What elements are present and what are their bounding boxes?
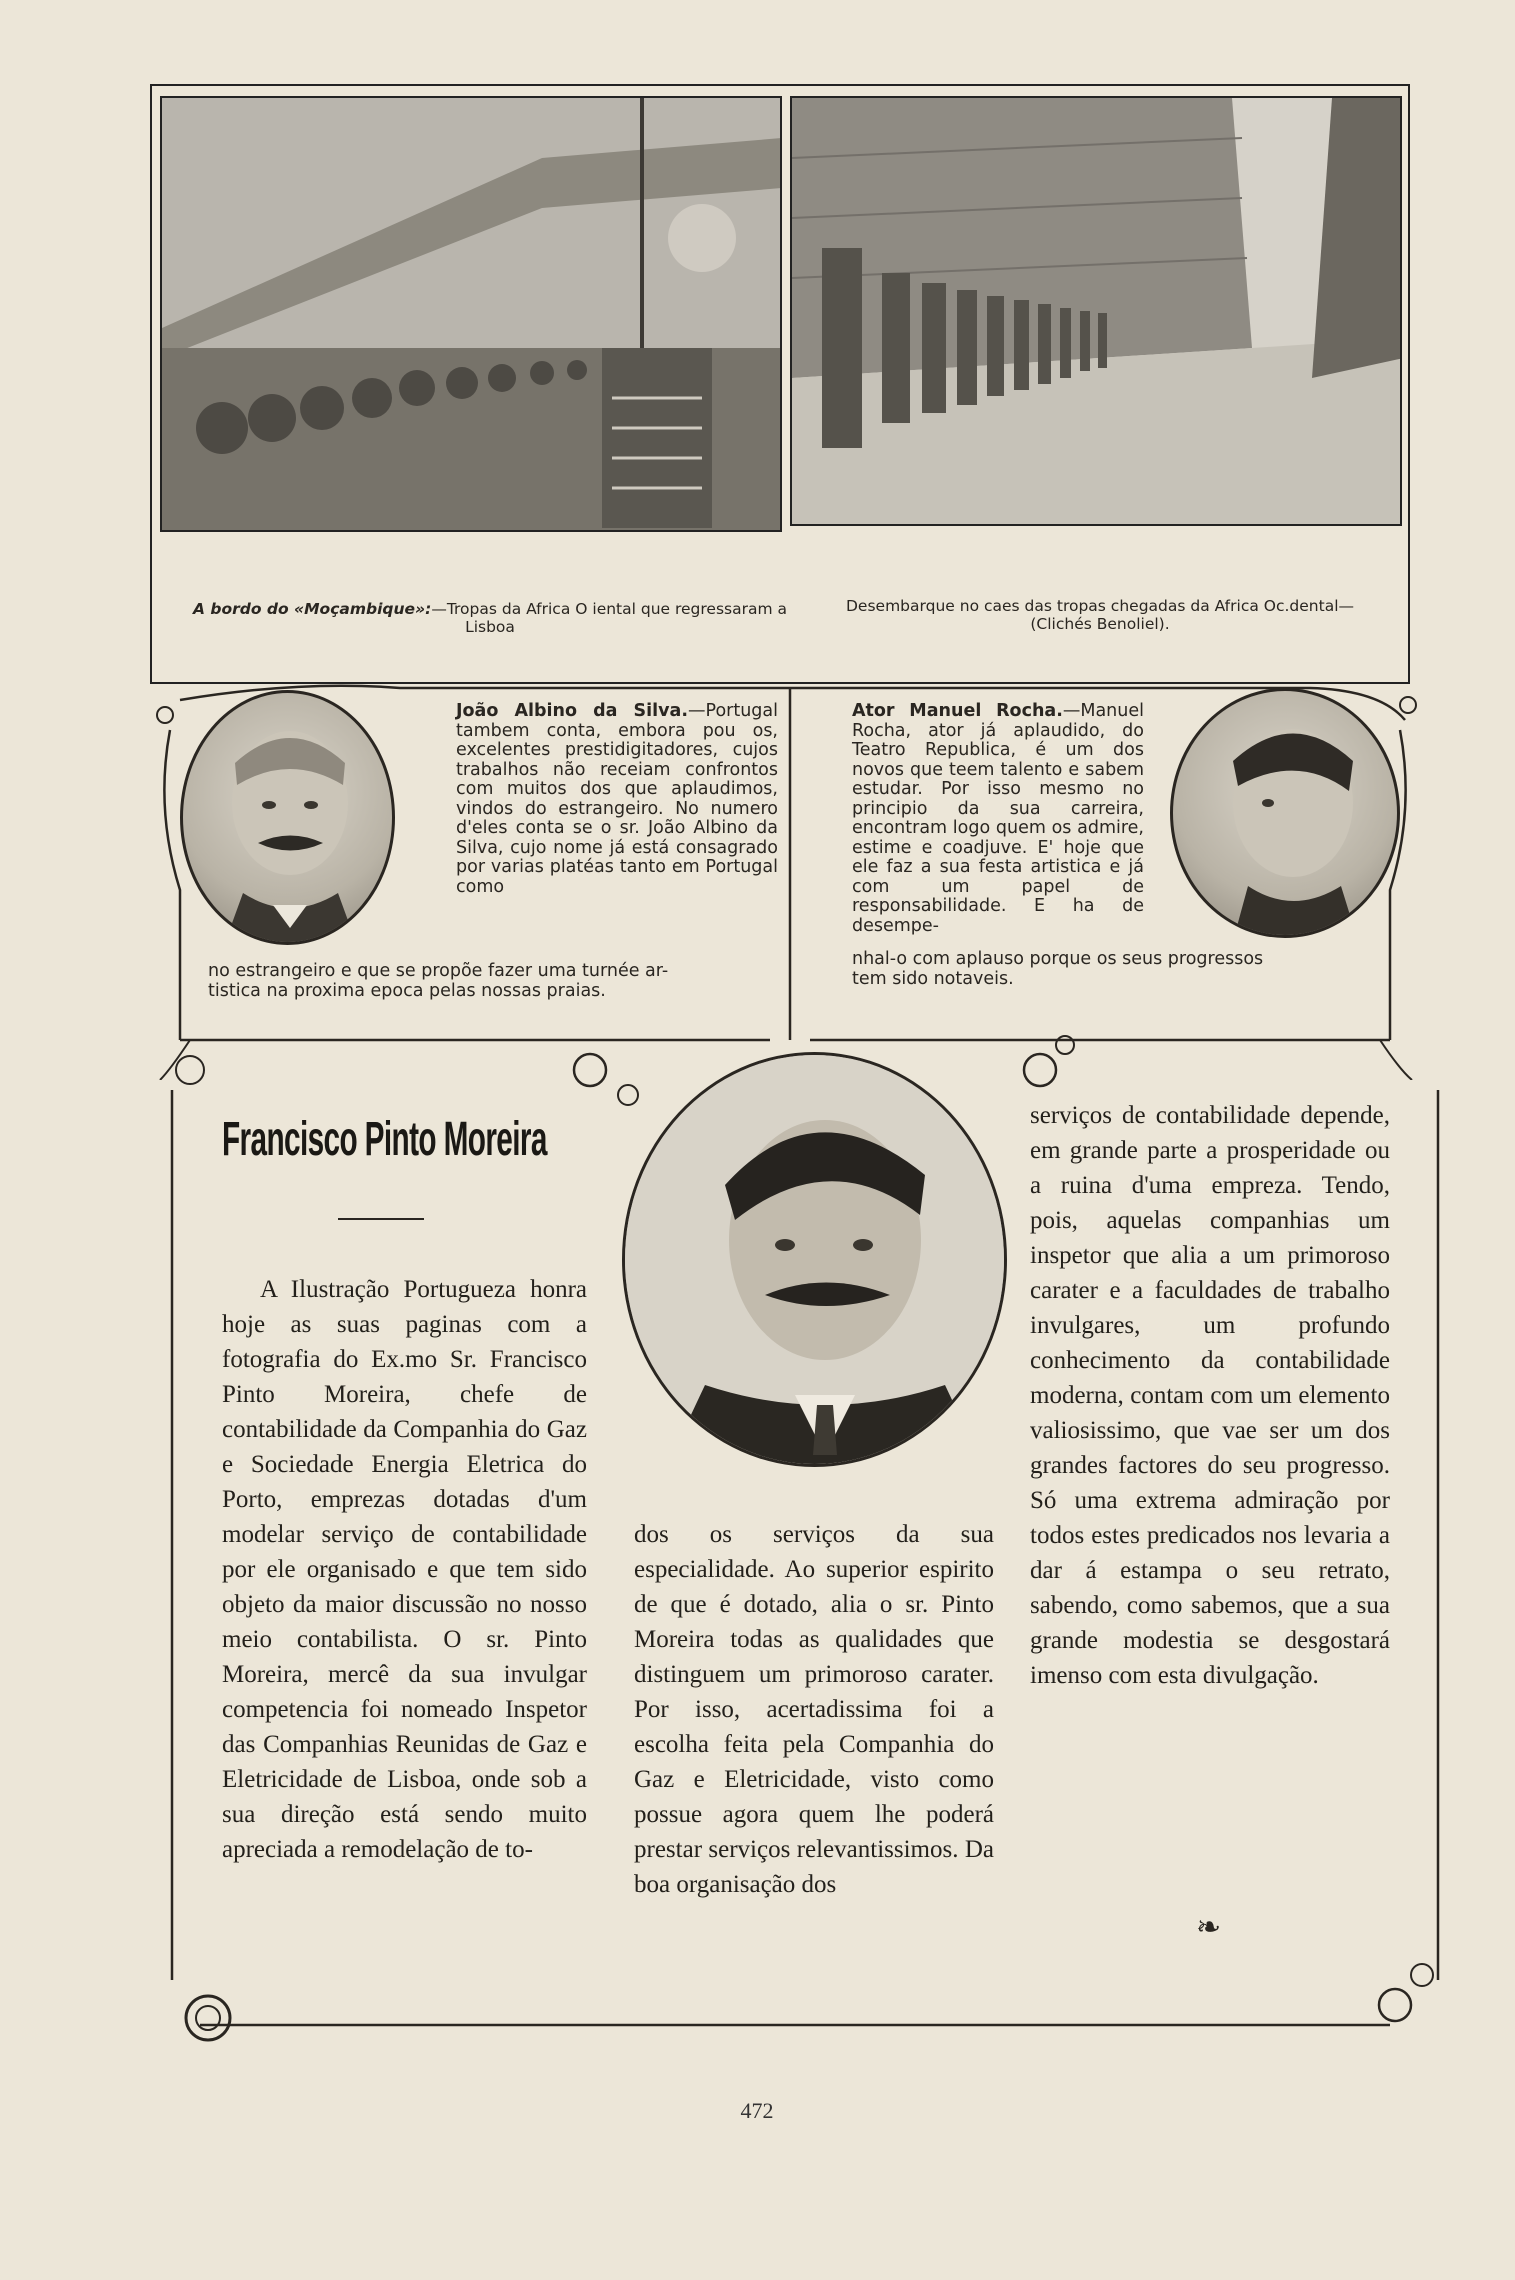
portrait-manuel-rocha-graphic — [1173, 691, 1400, 938]
article-column-3 — [1030, 1098, 1390, 1693]
joao-wide-line-2: tistica na proxima epoca pelas nossas praias. — [208, 980, 606, 1001]
article-column-2 — [634, 1517, 994, 1902]
portrait-manuel-rocha — [1170, 688, 1400, 938]
leaf-ornament-icon: ❧ — [1196, 1910, 1222, 1945]
article-column-1 — [222, 1272, 587, 1867]
caption-left — [180, 600, 800, 636]
portrait-joao-albino-graphic — [183, 693, 395, 945]
photo-troops-on-ship — [160, 96, 782, 532]
caption-left-title: A bordo do «Moçambique»: — [192, 600, 432, 618]
manuel-text-wide — [852, 950, 1392, 989]
article-col3-text: serviços de contabilidade depende, em grande parte a prosperidade ou a ruina d'uma empreza. Tendo, pois, aquelas companhias um inspetor que alia a um primoroso carater e a faculdades de trabalho invulgares, um profundo conhecimento da contabilidade moderna, contam com um elemento valiosissimo, que vae ser um dos grandes factores do seu progresso. Só uma extrema admiração por todos estes predicados nos levaria a dar á estampa o seu retrato, sabendo, como sabemos, que a sua grande modestia se desgostará imenso com esta divulgação. — [1030, 1102, 1390, 1689]
manuel-wide-line-2: tem sido notaveis. — [852, 968, 1014, 989]
joao-name: João Albino da Silva. — [456, 701, 689, 721]
joao-body: —Portugal tambem conta, embora pou os, excelentes prestidigitadores, cujos trabalhos não receiam confrontos com muitos dos que aplaudimos, vindos do estrangeiro. No numero d'eles conta se o sr. João Albino da Silva, cujo nome já está consagrado por varias platéas tanto em Portugal como — [456, 701, 778, 897]
page-number: 472 — [740, 2098, 774, 2123]
photo-troops-on-ship-graphic — [162, 98, 782, 532]
manuel-text-block — [852, 702, 1144, 936]
joao-text-wide — [208, 962, 778, 1001]
caption-left-text: —Tropas da Africa O iental que regressaram a Lisboa — [431, 600, 788, 636]
manuel-wide-line-1: nhal-o com aplauso porque os seus progressos — [852, 949, 1264, 969]
photo-troops-disembarking-graphic — [792, 98, 1402, 526]
article-col2-text: dos os serviços da sua especialidade. Ao superior espirito de que é dotado, alia o sr. Pinto Moreira todas as qualidades que distinguem um primoroso carater. Por isso, acertadissima foi a escolha feita pela Companhia do Gaz e Eletricidade, visto como possue agora quem lhe poderá prestar serviços relevantissimos. Da boa organisação dos — [634, 1521, 994, 1898]
article-headline: Francisco Pinto Moreira — [222, 1113, 547, 1166]
photo-troops-disembarking — [790, 96, 1402, 526]
headline-rule — [338, 1218, 424, 1220]
article-col1-text: A Ilustração Portugueza honra hoje as suas paginas com a fotografia do Ex.mo Sr. Francisco Pinto Moreira, chefe de contabilidade da Companhia do Gaz e Sociedade Energia Eletrica do Porto, emprezas dotadas d'um modelar serviço de contabilidade por ele organisado e que tem sido objeto da maior discussão no nosso meio contabilista. O sr. Pinto Moreira, mercê da sua invulgar competencia foi nomeado Inspetor das Companhias Reunidas de Gaz e Eletricidade de Lisboa, onde sob a sua direção está sendo muito apreciada a remodelação de to- — [222, 1276, 587, 1863]
manuel-body: —Manuel Rocha, ator já aplaudido, do Teatro Republica, é um dos novos que teem talento e sabem estudar. Por isso mesmo no principio da sua carreira, encontram logo quem os admire, estime e coadjuve. E' hoje que ele faz a sua festa artistica e já com um papel de responsabilidade. E ha de desempe- — [852, 701, 1144, 936]
joao-wide-line-1: no estrangeiro e que se propõe fazer uma turnée ar- — [208, 961, 669, 981]
portrait-joao-albino-da-silva — [180, 690, 395, 945]
caption-right — [820, 597, 1380, 633]
caption-right-text: Desembarque no caes das tropas chegadas da Africa Oc.dental—(Clichés Benoliel). — [846, 597, 1354, 633]
joao-text-block — [456, 702, 778, 897]
portrait-francisco-graphic — [625, 1055, 1007, 1467]
manuel-name: Ator Manuel Rocha. — [852, 701, 1063, 721]
portrait-francisco-pinto-moreira — [622, 1052, 1007, 1467]
